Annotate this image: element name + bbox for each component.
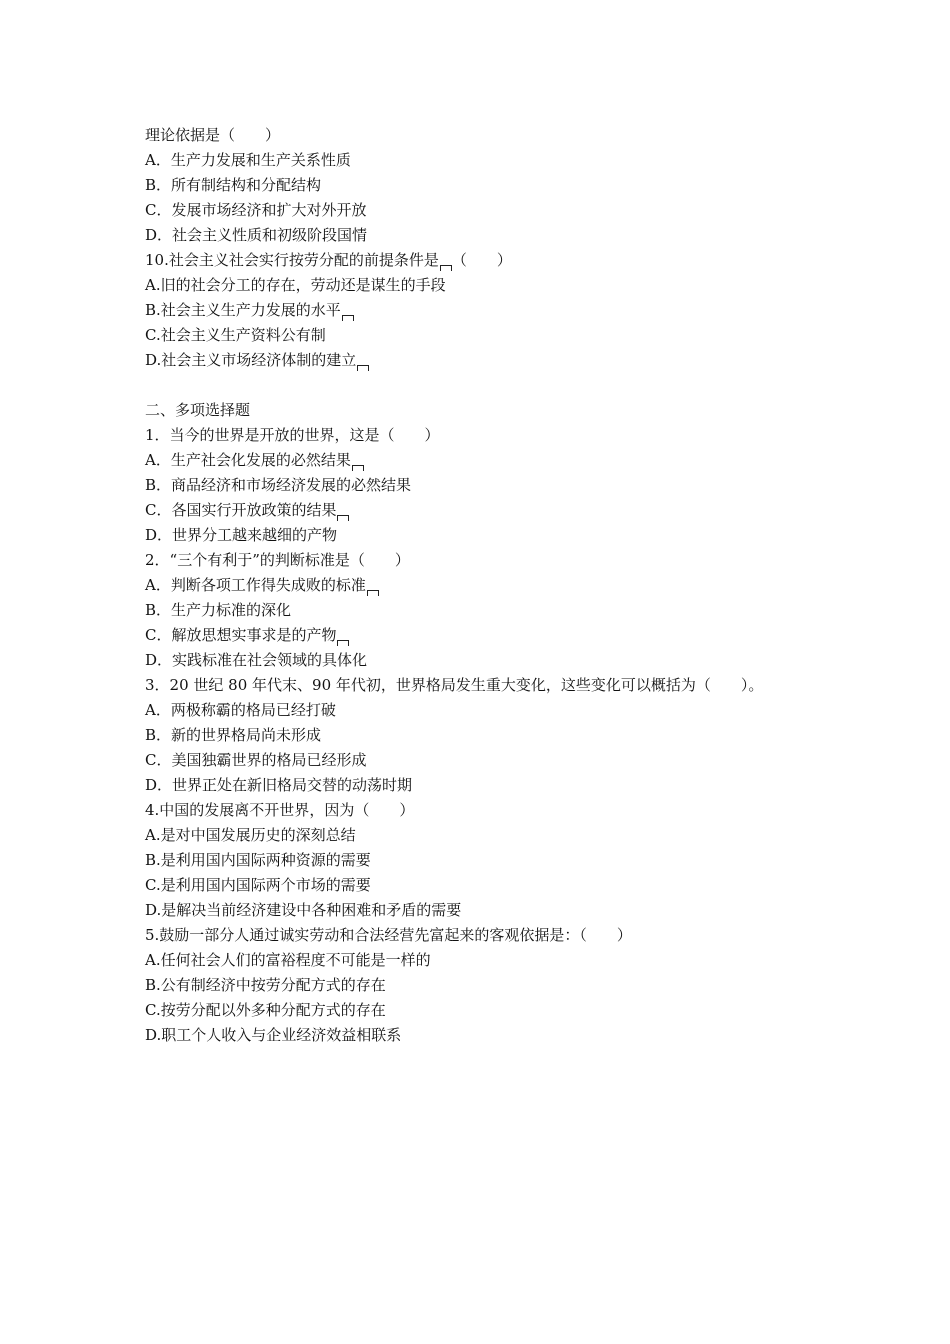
multi-question-1-option-a-text: A．生产社会化发展的必然结果	[145, 451, 351, 469]
question-10-stem-blank: （ ）	[451, 251, 512, 269]
question-10-option-b-text: B.社会主义生产力发展的水平	[145, 301, 341, 319]
multi-question-5-option-c: C.按劳分配以外多种分配方式的存在	[145, 1001, 386, 1019]
edit-mark-icon	[337, 515, 349, 521]
multi-question-2-option-c	[145, 623, 845, 648]
multi-question-1-option-b: B．商品经济和市场经济发展的必然结果	[145, 476, 412, 494]
multi-question-3-option-c: C．美国独霸世界的格局已经形成	[145, 751, 367, 769]
multi-question-1-option-c-text: C．各国实行开放政策的结果	[145, 501, 337, 519]
edit-mark-icon	[352, 465, 364, 471]
question-10-option-d-text: D.社会主义市场经济体制的建立	[145, 351, 357, 369]
multi-question-3-option-d: D．世界正处在新旧格局交替的动荡时期	[145, 776, 413, 794]
multi-question-5-option-a: A.任何社会人们的富裕程度不可能是一样的	[145, 951, 431, 969]
multi-question-2-option-c-text: C．解放思想实事求是的产物	[145, 626, 337, 644]
edit-mark-icon	[342, 315, 354, 321]
multi-question-2-option-a-text: A．判断各项工作得失成败的标准	[145, 576, 366, 594]
multi-question-4-option-b: B.是利用国内国际两种资源的需要	[145, 851, 371, 869]
question-10-option-c: C.社会主义生产资料公有制	[145, 326, 326, 344]
multi-question-4-option-a: A.是对中国发展历史的深刻总结	[145, 826, 356, 844]
multi-question-3-option-b: B．新的世界格局尚未形成	[145, 726, 322, 744]
multi-question-5-stem: 5.鼓励一部分人通过诚实劳动和合法经营先富起来的客观依据是：（ ）	[145, 926, 632, 944]
question-10-option-d	[145, 348, 845, 373]
question-10-stem	[145, 248, 845, 273]
multi-question-4-option-c: C.是利用国内国际两个市场的需要	[145, 876, 371, 894]
edit-mark-icon	[440, 265, 452, 271]
document-body	[145, 123, 845, 1048]
multi-question-4-stem: 4.中国的发展离不开世界，因为（ ）	[145, 801, 415, 819]
question-9-option-c: C．发展市场经济和扩大对外开放	[145, 201, 367, 219]
multi-question-3-stem: 3．20 世纪 80 年代末、90 年代初，世界格局发生重大变化，这些变化可以概括为（ ）。	[145, 676, 764, 694]
question-9-option-d: D．社会主义性质和初级阶段国情	[145, 226, 368, 244]
multi-question-5-option-d: D.职工个人收入与企业经济效益相联系	[145, 1026, 402, 1044]
question-9-option-b: B．所有制结构和分配结构	[145, 176, 322, 194]
question-9-option-a: A．生产力发展和生产关系性质	[145, 151, 351, 169]
multi-question-1-option-a	[145, 448, 845, 473]
question-10-option-b	[145, 298, 845, 323]
multi-question-1-option-c	[145, 498, 845, 523]
multi-question-3-option-a: A．两极称霸的格局已经打破	[145, 701, 336, 719]
edit-mark-icon	[357, 365, 369, 371]
section-2-title: 二、多项选择题	[145, 401, 251, 419]
multi-question-2-stem: 2．“三个有利于”的判断标准是（ ）	[145, 551, 410, 569]
question-10-option-a: A.旧的社会分工的存在，劳动还是谋生的手段	[145, 276, 446, 294]
multi-question-5-option-b: B.公有制经济中按劳分配方式的存在	[145, 976, 386, 994]
multi-question-2-option-d: D．实践标准在社会领域的具体化	[145, 651, 368, 669]
multi-question-4-option-d: D.是解决当前经济建设中各种困难和矛盾的需要	[145, 901, 462, 919]
multi-question-2-option-a	[145, 573, 845, 598]
multi-question-1-option-d: D．世界分工越来越细的产物	[145, 526, 338, 544]
blank-line	[145, 373, 845, 398]
question-10-stem-text: 10.社会主义社会实行按劳分配的前提条件是	[145, 251, 439, 269]
edit-mark-icon	[337, 640, 349, 646]
edit-mark-icon	[367, 590, 379, 596]
multi-question-1-stem: 1．当今的世界是开放的世界，这是（ ）	[145, 426, 440, 444]
question-9-stem-continuation: 理论依据是（ ）	[145, 126, 281, 144]
multi-question-2-option-b: B．生产力标准的深化	[145, 601, 292, 619]
